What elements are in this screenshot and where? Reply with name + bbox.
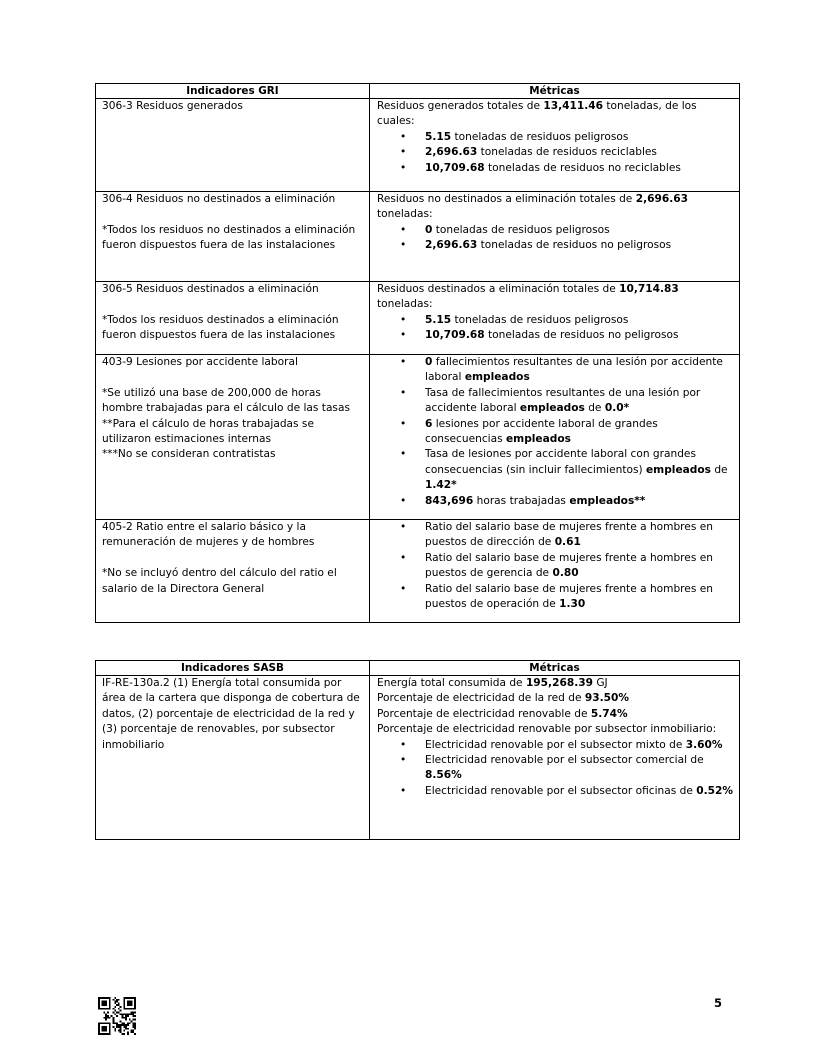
metric-text: toneladas de residuos no peligrosos [477,239,672,252]
metrics-cell [370,192,740,282]
metric-bullet-list [377,130,733,176]
list-item [377,551,733,582]
metric-value: 1.30 [559,598,586,611]
indicator-note: ***No se consideran contratistas [102,448,276,461]
list-item [377,145,733,160]
metrics-cell [370,676,740,840]
metric-value: 0.61 [554,536,581,549]
sasb-indicators-table [95,660,740,840]
indicator-cell [96,520,370,623]
metric-text: toneladas: [377,208,433,221]
metric-line [377,676,733,691]
list-item [377,355,733,386]
list-item [377,738,733,753]
metric-line [377,722,733,737]
metric-text: de [584,402,605,415]
metric-text: fallecimientos resultantes de una lesión por accidente laboral [425,356,723,384]
metric-value: 0 [425,356,433,368]
list-item [377,753,733,784]
metric-value: 10,709.68 [425,329,485,342]
metric-line [377,691,733,706]
metric-value: 0.0* [604,402,630,415]
metric-value: 2,696.63 [635,193,688,205]
metric-value: 3.60% [685,738,723,751]
indicator-cell [96,355,370,520]
metric-text: Residuos generados totales de [377,100,544,112]
page-number: 5 [713,996,722,1010]
indicator-title: IF-RE-130a.2 (1) Energía total consumida por área de la cartera que disponga de cobertura de datos, (2) porcentaje de electricidad de la red y (3) porcentaje de renovables, por subsector inmobiliario [102,677,360,751]
list-item [377,494,733,509]
qr-code-icon [98,997,136,1035]
metric-intro [377,99,733,130]
indicator-title: 306-4 Residuos no destinados a eliminación [102,193,336,205]
metric-text: toneladas: [377,298,433,311]
metric-bullet-list [377,313,733,344]
metric-value: 93.50% [584,692,629,705]
table-header-row [96,661,740,676]
metric-value: empleados [464,371,530,384]
metric-text: toneladas, de los cuales: [377,100,697,128]
metric-text: GJ [592,677,608,689]
metric-value: 5.15 [425,130,452,143]
metric-value: 5.15 [425,313,452,326]
metric-text: toneladas de residuos reciclables [477,146,657,159]
column-header-indicators: Indicadores GRI [96,84,370,99]
metric-bullet-list [377,355,733,509]
indicator-note: *Todos los residuos no destinados a eliminación fueron dispuestos fuera de las instalaciones [102,223,356,252]
gri-rows [96,99,740,623]
metric-text: Electricidad renovable por el subsector oficinas de [425,784,697,797]
metric-value: empleados [646,463,711,476]
metric-text: Ratio del salario base de mujeres frente a hombres en puestos de operación de [425,582,713,611]
metrics-cell [370,355,740,520]
metric-text: Residuos no destinados a eliminación totales de [377,193,636,205]
metric-text: Ratio del salario base de mujeres frente a hombres en puestos de gerencia de [425,551,713,580]
metric-bullet-list [377,223,733,254]
list-item [377,223,733,238]
list-item [377,130,733,145]
metrics-cell [370,520,740,623]
metric-text: Ratio del salario base de mujeres frente a hombres en puestos de dirección de [425,521,713,549]
metric-line [377,707,733,722]
indicator-cell [96,282,370,355]
metric-value: 13,411.46 [543,100,603,112]
table-header-row [96,84,740,99]
metric-value: 10,709.68 [425,161,485,174]
metric-value: 6 [425,417,433,430]
table-row [96,99,740,192]
metric-text: Tasa de fallecimientos resultantes de una lesión por accidente laboral [425,386,701,415]
indicator-note: **Para el cálculo de horas trabajadas se utilizaron estimaciones internas [102,417,314,446]
metric-value: empleados [505,433,571,446]
metric-value: empleados** [569,494,646,507]
metric-value: 2,696.63 [425,239,478,252]
metric-intro [377,192,733,223]
indicator-title: 306-3 Residuos generados [102,100,243,112]
metric-text: toneladas de residuos no reciclables [484,161,681,174]
table-row [96,520,740,623]
metric-value: 8.56% [425,769,462,782]
table-row [96,282,740,355]
gri-indicators-table [95,83,740,623]
metric-text: Electricidad renovable por el subsector comercial de [425,754,704,767]
metric-value: 5.74% [590,707,628,720]
metric-text: toneladas de residuos peligrosos [451,313,629,326]
table-row [96,192,740,282]
indicator-title: 405-2 Ratio entre el salario básico y la remuneración de mujeres y de hombres [102,521,315,549]
metric-text: Porcentaje de electricidad de la red de [377,692,585,705]
column-header-indicators: Indicadores SASB [96,661,370,676]
metric-text: Energía total consumida de [377,677,526,689]
metric-value: 1.42* [425,479,457,492]
metric-text: Porcentaje de electricidad renovable por subsector inmobiliario: [377,723,717,736]
metric-value: empleados [519,402,585,415]
metric-intro [377,282,733,313]
list-item [377,582,733,613]
metric-text: lesiones por accidente laboral de grandes consecuencias [425,417,658,446]
list-item [377,161,733,176]
metric-text: Porcentaje de electricidad renovable de [377,707,591,720]
list-item [377,447,733,493]
metric-text: horas trabajadas [473,494,570,507]
indicator-note: *Todos los residuos destinados a eliminación fueron dispuestos fuera de las instalaciones [102,313,339,342]
metrics-cell [370,282,740,355]
metric-text: toneladas de residuos peligrosos [451,130,629,143]
metric-text: Tasa de lesiones por accidente laboral con grandes consecuencias (sin incluir fallecimientos) [425,448,696,476]
indicator-title: 306-5 Residuos destinados a eliminación [102,283,319,295]
list-item [377,417,733,448]
metric-value: 2,696.63 [425,146,478,159]
sasb-rows [96,676,740,840]
metric-bullet-list [377,738,733,800]
indicator-note: *No se incluyó dentro del cálculo del ratio el salario de la Directora General [102,567,337,595]
list-item [377,238,733,253]
metrics-cell [370,99,740,192]
metric-value: 0 [425,223,433,236]
list-item [377,313,733,328]
metric-value: 10,714.83 [619,283,679,295]
column-header-metrics: Métricas [370,661,740,676]
metric-text: toneladas de residuos no peligrosos [484,329,679,342]
metric-value: 0.80 [552,567,579,580]
table-row [96,676,740,840]
column-header-metrics: Métricas [370,84,740,99]
metric-text: Electricidad renovable por el subsector mixto de [425,738,686,751]
indicator-cell [96,676,370,840]
metric-value: 195,268.39 [525,677,593,689]
indicator-note: *Se utilizó una base de 200,000 de horas hombre trabajadas para el cálculo de las tasas [102,386,350,415]
metric-text: toneladas de residuos peligrosos [432,223,610,236]
list-item [377,784,733,799]
indicator-title: 403-9 Lesiones por accidente laboral [102,356,298,368]
indicator-cell [96,99,370,192]
metric-value: 843,696 [425,494,474,507]
metric-bullet-list [377,520,733,612]
list-item [377,386,733,417]
metric-text: de [710,463,728,476]
list-item [377,328,733,343]
metric-text: Residuos destinados a eliminación totales de [377,283,620,295]
table-row [96,355,740,520]
indicator-cell [96,192,370,282]
metric-value: 0.52% [696,784,733,797]
list-item [377,520,733,551]
